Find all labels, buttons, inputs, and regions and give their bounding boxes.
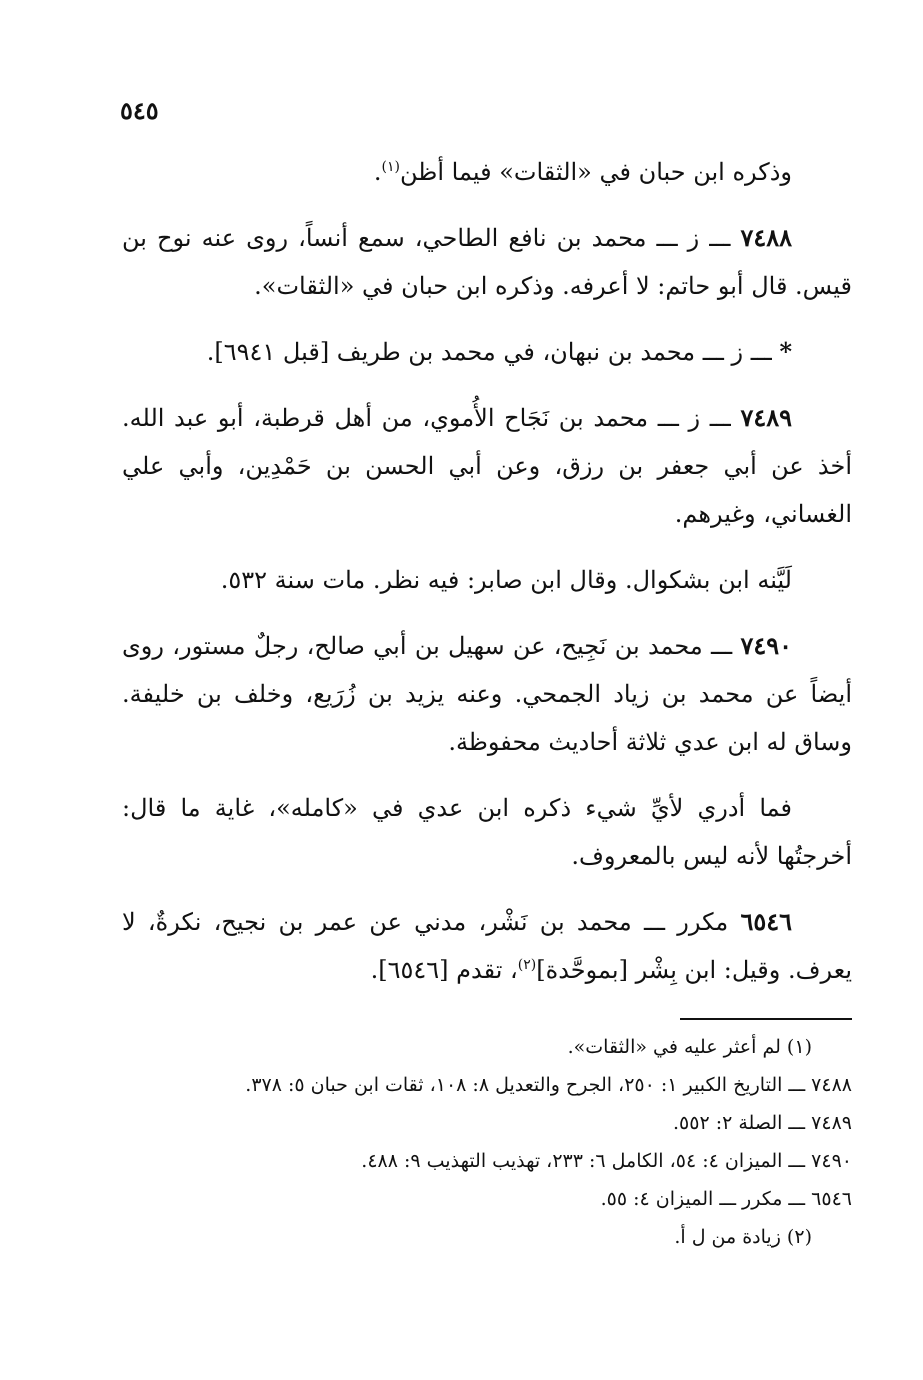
paragraph-text: فما أدري لأيِّ شيء ذكره ابن عدي في «كامله»، غاية ما قال: أخرجتُها لأنه ليس بالمعروف. [122, 794, 852, 870]
entry-text: ـــ محمد بن نَجِيح، عن سهيل بن أبي صالح، رجلٌ مستور، روى أيضاً عن محمد بن زياد الجمحي. وعنه يزيد بن زُرَيع، وخلف بن خليفة. وساق له ابن عدي ثلاثة أحاديث محفوظة. [122, 632, 852, 756]
entry-7490 [122, 622, 852, 766]
paragraph-ibn-hibban-note [122, 148, 852, 196]
paragraph-tail: . [373, 158, 382, 186]
entry-text: ـــ ز ـــ محمد بن نافع الطاحي، سمع أنساً، روى عنه نوح بن قيس. قال أبو حاتم: لا أعرفه. وذكره ابن حبان في «الثقات». [122, 224, 852, 300]
entry-text: ـــ ز ـــ محمد بن نبهان، في محمد بن طريف [قبل ٦٩٤١]. [206, 338, 780, 366]
entry-number: ٧٤٨٨ [740, 223, 792, 252]
entry-text: ـــ ز ـــ محمد بن نَجَاح الأُموي، من أهل قرطبة، أبو عبد الله. أخذ عن أبي جعفر بن رزق، وعن أبي الحسن بن حَمْدِين، وأبي علي الغساني، وغيرهم. [122, 404, 852, 528]
footnote-source-6546: ٦٥٤٦ ـــ مكرر ـــ الميزان ٤: ٥٥. [600, 1188, 852, 1210]
footnote-2: (٢) زيادة من ل أ. [674, 1226, 812, 1248]
footnotes [150, 1028, 852, 1256]
entry-7489 [122, 394, 852, 538]
paragraph-ibn-bashkuwal [122, 556, 852, 604]
entry-number: ٧٤٩٠ [740, 631, 792, 660]
entry-tail: ، تقدم [٦٥٤٦]. [370, 956, 518, 984]
footnote-source-7489: ٧٤٨٩ ـــ الصلة ٢: ٥٥٢. [672, 1112, 852, 1134]
entry-number: ٦٥٤٦ [740, 907, 792, 936]
asterisk-marker: * [779, 337, 792, 366]
entry-7488 [122, 214, 852, 310]
paragraph-text: وذكره ابن حبان في «الثقات» فيما أظن [400, 158, 792, 186]
footnote-ref-2[interactable]: (٢) [517, 957, 537, 973]
page-number: ٥٤٥ [120, 96, 159, 125]
paragraph-ibn-adi-comment [122, 784, 852, 880]
entry-cross-reference [122, 328, 852, 376]
footnote-ref-1[interactable]: (١) [381, 159, 401, 175]
footnote-1: (١) لم أعثر عليه في «الثقات». [567, 1036, 812, 1058]
main-text [122, 148, 852, 1012]
entry-number: ٧٤٨٩ [740, 403, 792, 432]
entry-6546 [122, 898, 852, 994]
footnote-source-7490: ٧٤٩٠ ـــ الميزان ٤: ٥٤، الكامل ٦: ٢٣٣، تهذيب التهذيب ٩: ٤٨٨. [361, 1150, 852, 1172]
footnote-source-7488: ٧٤٨٨ ـــ التاريخ الكبير ١: ٢٥٠، الجرح والتعديل ٨: ١٠٨، ثقات ابن حبان ٥: ٣٧٨. [245, 1074, 852, 1096]
footnote-divider [680, 1018, 852, 1020]
paragraph-text: لَيَّنه ابن بشكوال. وقال ابن صابر: فيه نظر. مات سنة ٥٣٢. [220, 566, 792, 594]
entry-text: مكرر ـــ محمد بن نَشْر، مدني عن عمر بن نجيح، نكرةٌ، لا يعرف. وقيل: ابن بِشْر [بموحَّدة] [122, 908, 852, 984]
